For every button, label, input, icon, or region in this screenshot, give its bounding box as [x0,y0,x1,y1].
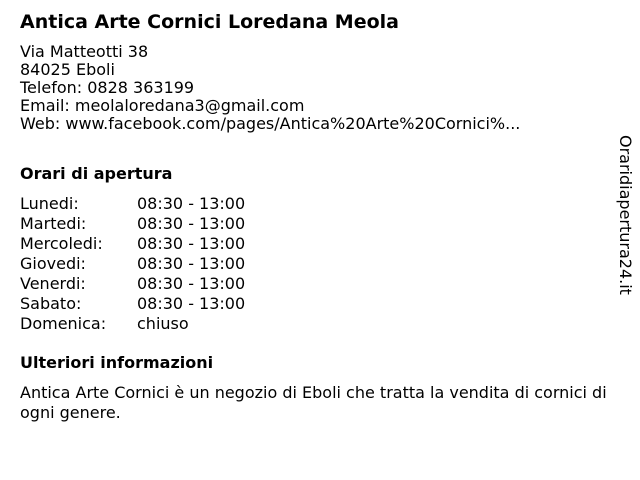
time-value: 08:30 - 13:00 [137,194,246,213]
business-title: Antica Arte Cornici Loredana Meola [20,11,399,33]
hours-row-monday [20,194,340,214]
web-line: Web: www.facebook.com/pages/Antica%20Arte%20Cornici%... [20,114,521,133]
day-label: Domenica: [20,314,107,333]
time-value: 08:30 - 13:00 [137,274,246,293]
contact-block [20,43,520,133]
hours-row-friday [20,274,340,294]
day-label: Sabato: [20,294,82,313]
day-label: Venerdi: [20,274,86,293]
opening-hours-table [20,194,340,334]
time-value: 08:30 - 13:00 [137,254,246,273]
time-value: 08:30 - 13:00 [137,234,246,253]
hours-row-saturday [20,294,340,314]
more-info-text: Antica Arte Cornici è un negozio di Eboli che tratta la vendita di cornici di ogni genere. [20,383,607,422]
opening-hours-heading: Orari di apertura [20,164,173,183]
time-value: 08:30 - 13:00 [137,294,246,313]
hours-row-tuesday [20,214,340,234]
more-info-heading: Ulteriori informazioni [20,353,214,372]
site-brand-vertical: Oraridiapertura24.it [616,135,635,295]
hours-row-sunday [20,314,340,334]
day-label: Martedi: [20,214,87,233]
address-street: Via Matteotti 38 [20,42,149,61]
time-value: chiuso [137,314,189,333]
day-label: Lunedi: [20,194,79,213]
hours-row-wednesday [20,234,340,254]
time-value: 08:30 - 13:00 [137,214,246,233]
day-label: Giovedi: [20,254,86,273]
email-line: Email: meolaloredana3@gmail.com [20,96,305,115]
hours-row-thursday [20,254,340,274]
phone-line: Telefon: 0828 363199 [20,78,195,97]
address-city: 84025 Eboli [20,60,115,79]
day-label: Mercoledi: [20,234,103,253]
